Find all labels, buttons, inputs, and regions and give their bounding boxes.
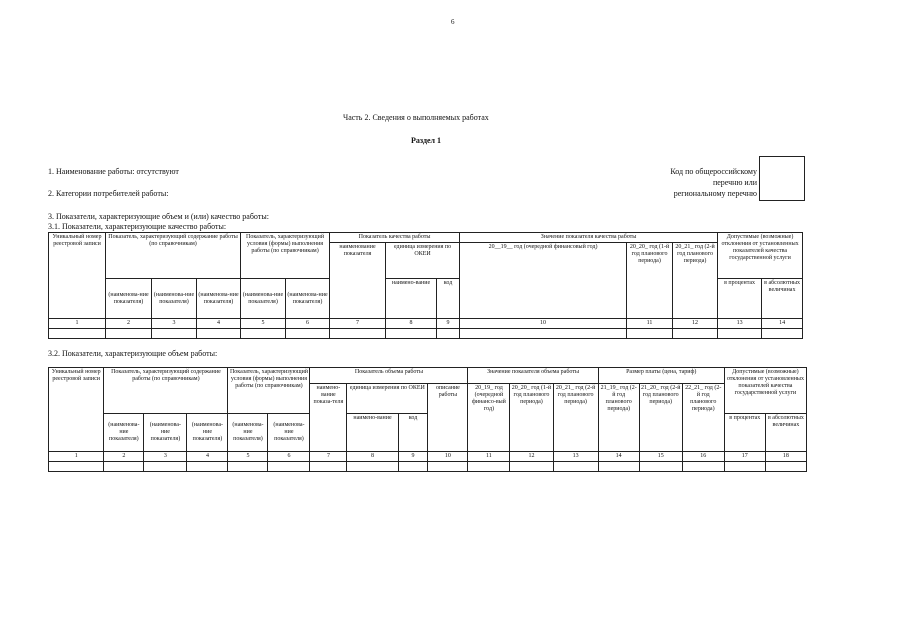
table-cell[interactable] <box>49 329 106 339</box>
year-plan1-header: 20_20_ год (1-й год планового периода) <box>627 243 673 319</box>
value-year-plan1-header: 20_20_ год (1-й год планового периода) <box>510 384 553 452</box>
column-number-cell: 12 <box>510 452 553 462</box>
column-number-cell: 1 <box>49 452 104 462</box>
content-indicator-header: Показатель, характеризующий содержание работы (по справочникам) <box>106 233 241 279</box>
column-number-cell: 4 <box>197 319 241 329</box>
table-cell[interactable] <box>241 329 286 339</box>
okei-code-header: код <box>437 279 460 319</box>
conditions-subheader-2: (наименова-ние показателя) <box>286 279 330 319</box>
okei-code-header: код <box>398 414 428 452</box>
column-number-cell: 11 <box>627 319 673 329</box>
deviation-header: Допустимые (возможные) отклонения от установленных показателей качества государственной услуги <box>724 368 806 414</box>
column-number-cell: 18 <box>765 452 806 462</box>
table-cell[interactable] <box>639 462 682 472</box>
table-cell[interactable] <box>718 329 762 339</box>
consumer-category-line: 2. Категории потребителей работы: <box>48 189 169 198</box>
section-title: Раздел 1 <box>411 136 442 145</box>
code-label-2: перечню или <box>712 178 757 187</box>
column-numbers-row <box>49 319 803 329</box>
value-year-plan2-header: 20_21_ год (2-й год планового периода) <box>553 384 598 452</box>
column-number-cell: 5 <box>228 452 268 462</box>
fee-year-2-header: 21_20_ год (2-й год планового периода) <box>639 384 682 452</box>
table-cell[interactable] <box>330 329 386 339</box>
deviation-absolute-header: в абсолютных величинах <box>765 414 806 452</box>
content-subheader-1: (наименова-ние показателя) <box>104 414 144 452</box>
column-number-cell: 16 <box>682 452 724 462</box>
okei-header: единица измерения по ОКЕИ <box>347 384 428 414</box>
column-number-cell: 7 <box>310 452 347 462</box>
table-cell[interactable] <box>460 329 627 339</box>
table-cell[interactable] <box>468 462 510 472</box>
column-number-cell: 3 <box>144 452 187 462</box>
volume-indicator-header: Показатель объема работы <box>310 368 468 384</box>
table-cell[interactable] <box>553 462 598 472</box>
table-cell[interactable] <box>152 329 197 339</box>
column-number-cell: 2 <box>104 452 144 462</box>
column-number-cell: 8 <box>347 452 398 462</box>
table-cell[interactable] <box>386 329 437 339</box>
table-row[interactable] <box>49 462 807 472</box>
quality-table <box>48 232 803 339</box>
column-number-cell: 12 <box>673 319 718 329</box>
table-cell[interactable] <box>428 462 468 472</box>
table-cell[interactable] <box>682 462 724 472</box>
table-row[interactable] <box>49 329 803 339</box>
table-cell[interactable] <box>598 462 639 472</box>
content-subheader-3: (наименова-ние показателя) <box>187 414 228 452</box>
volume-indicators-heading: 3.2. Показатели, характеризующие объем работы: <box>48 349 218 358</box>
quality-indicator-header: Показатель качества работы <box>330 233 460 243</box>
volume-table <box>48 367 807 472</box>
table-cell[interactable] <box>268 462 310 472</box>
column-numbers-row <box>49 452 807 462</box>
deviation-percent-header: в процентах <box>724 414 765 452</box>
deviation-percent-header: в процентах <box>718 279 762 319</box>
column-number-cell: 6 <box>286 319 330 329</box>
column-number-cell: 10 <box>460 319 627 329</box>
table-cell[interactable] <box>310 462 347 472</box>
table-cell[interactable] <box>286 329 330 339</box>
conditions-subheader-1: (наименова-ние показателя) <box>228 414 268 452</box>
column-number-cell: 14 <box>598 452 639 462</box>
content-subheader-2: (наименова-ние показателя) <box>152 279 197 319</box>
fee-header: Размер платы (цена, тариф) <box>598 368 724 384</box>
column-number-cell: 15 <box>639 452 682 462</box>
column-number-cell: 14 <box>762 319 803 329</box>
okei-header: единица измерения по ОКЕИ <box>386 243 460 279</box>
code-box[interactable] <box>759 156 805 201</box>
column-number-cell: 10 <box>428 452 468 462</box>
table-cell[interactable] <box>187 462 228 472</box>
work-name-line: 1. Наименование работы: отсутствуют <box>48 167 179 176</box>
column-number-cell: 13 <box>553 452 598 462</box>
column-number-cell: 8 <box>386 319 437 329</box>
work-description-header: описание работы <box>428 384 468 452</box>
table-cell[interactable] <box>765 462 806 472</box>
table-cell[interactable] <box>762 329 803 339</box>
volume-value-header: Значение показателя объема работы <box>468 368 598 384</box>
unique-number-header: Уникальный номер реестровой записи <box>49 233 106 319</box>
okei-name-header: наимено-вание <box>347 414 398 452</box>
column-number-cell: 2 <box>106 319 152 329</box>
year-plan2-header: 20_21_ год (2-й год планового периода) <box>673 243 718 319</box>
content-indicator-header: Показатель, характеризующий содержание работы (по справочникам) <box>104 368 228 414</box>
content-subheader-2: (наименова-ние показателя) <box>144 414 187 452</box>
column-number-cell: 17 <box>724 452 765 462</box>
column-number-cell: 13 <box>718 319 762 329</box>
table-cell[interactable] <box>398 462 428 472</box>
table-cell[interactable] <box>347 462 398 472</box>
quality-indicators-heading: 3.1. Показатели, характеризующие качество работы: <box>48 222 227 231</box>
fee-year-3-header: 22_21_ год (2-й год планового периода) <box>682 384 724 452</box>
column-number-cell: 3 <box>152 319 197 329</box>
code-label-1: Код по общероссийскому <box>670 167 757 176</box>
fee-year-1-header: 21_19_ год (2-й год планового периода) <box>598 384 639 452</box>
table-cell[interactable] <box>437 329 460 339</box>
table-cell[interactable] <box>197 329 241 339</box>
table-cell[interactable] <box>228 462 268 472</box>
table-cell[interactable] <box>144 462 187 472</box>
table-cell[interactable] <box>724 462 765 472</box>
unique-number-header: Уникальный номер реестровой записи <box>49 368 104 452</box>
year-current-header: 20__19__ год (очередной финансовый год) <box>460 243 627 319</box>
quality-name-header: наименование показателя <box>330 243 386 319</box>
conditions-subheader-2: (наименова-ние показателя) <box>268 414 310 452</box>
deviation-absolute-header: в абсолютных величинах <box>762 279 803 319</box>
table-cell[interactable] <box>49 462 104 472</box>
column-number-cell: 6 <box>268 452 310 462</box>
column-number-cell: 9 <box>437 319 460 329</box>
table-cell[interactable] <box>106 329 152 339</box>
page-number: 6 <box>451 18 455 26</box>
conditions-subheader-1: (наименова-ние показателя) <box>241 279 286 319</box>
indicators-line: 3. Показатели, характеризующие объем и (или) качество работы: <box>48 212 269 221</box>
okei-name-header: наимено-вание <box>386 279 437 319</box>
conditions-indicator-header: Показатель, характеризующий условия (формы) выполнения работы (по справочникам) <box>228 368 310 414</box>
column-number-cell: 5 <box>241 319 286 329</box>
part-title: Часть 2. Сведения о выполняемых работах <box>343 113 489 122</box>
table-cell[interactable] <box>627 329 673 339</box>
column-number-cell: 7 <box>330 319 386 329</box>
deviation-header: Допустимые (возможные) отклонения от установленных показателей качества государственной услуги <box>718 233 803 279</box>
table-cell[interactable] <box>673 329 718 339</box>
quality-value-header: Значение показателя качества работы <box>460 233 718 243</box>
column-number-cell: 9 <box>398 452 428 462</box>
column-number-cell: 4 <box>187 452 228 462</box>
value-year-current-header: 20_19_ год (очередной финансо-вый год) <box>468 384 510 452</box>
content-subheader-1: (наименова-ние показателя) <box>106 279 152 319</box>
table-cell[interactable] <box>510 462 553 472</box>
column-number-cell: 11 <box>468 452 510 462</box>
conditions-indicator-header: Показатель, характеризующий условия (формы) выполнения работы (по справочникам) <box>241 233 330 279</box>
table-cell[interactable] <box>104 462 144 472</box>
content-subheader-3: (наименова-ние показателя) <box>197 279 241 319</box>
column-number-cell: 1 <box>49 319 106 329</box>
code-label-3: региональному перечню <box>673 189 757 198</box>
volume-name-header: наимено-вание показа-теля <box>310 384 347 452</box>
